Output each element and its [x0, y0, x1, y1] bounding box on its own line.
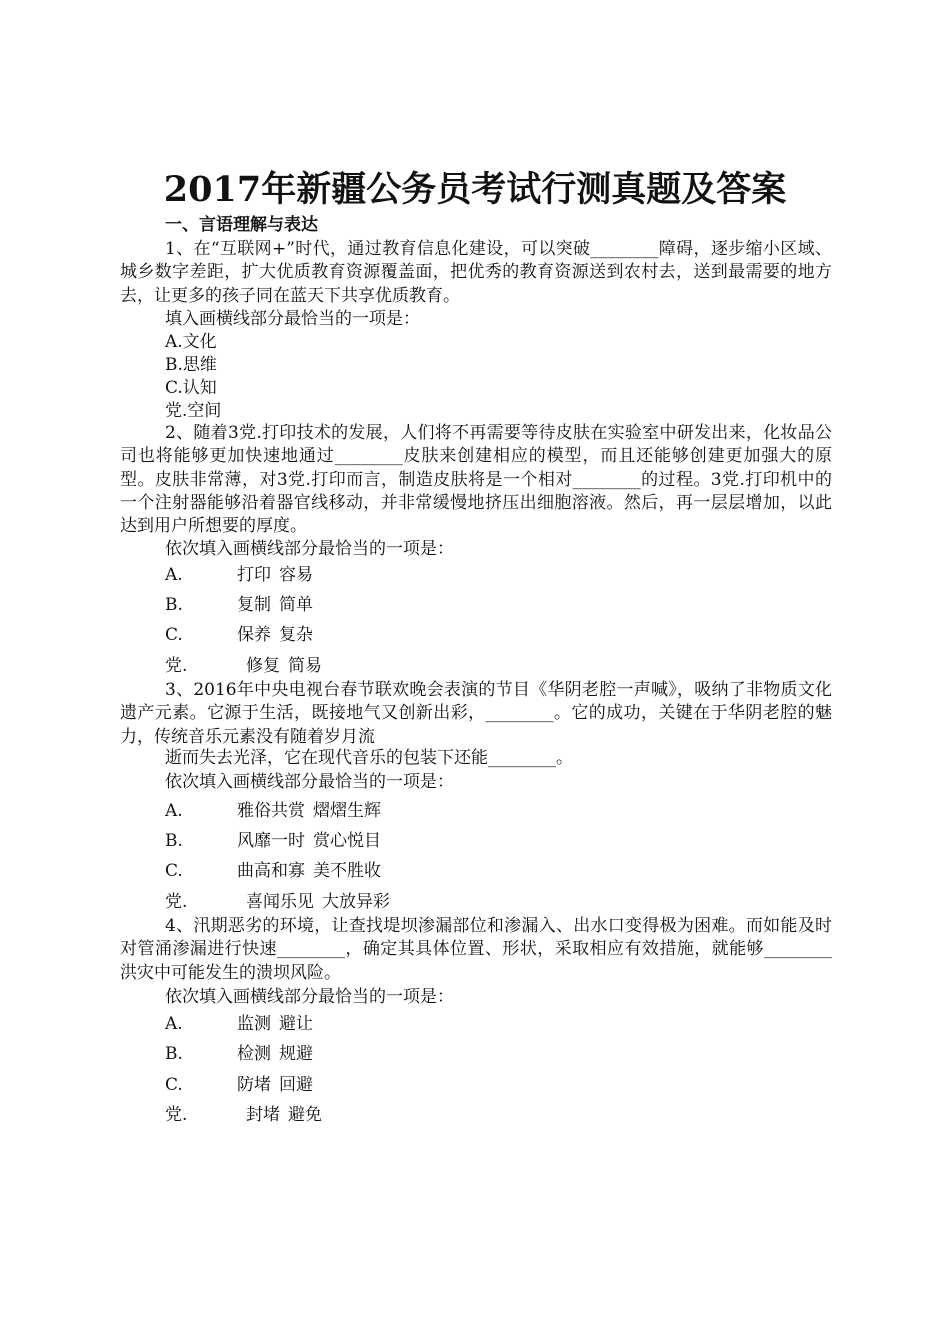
option-word-2: 简单	[279, 595, 313, 615]
question-4-text: 4、汛期恶劣的环境，让查找堤坝渗漏部位和渗漏入、出水口变得极为困难。而如能及时对管涌渗漏进行快速________，确定其具体位置、形状，采取相应有效措施，就能够________洪灾中可能发生的溃坝风险。	[120, 916, 832, 983]
question-3-option-d	[165, 890, 390, 914]
option-key: C.	[165, 625, 183, 645]
question-4-option-d	[165, 1103, 322, 1127]
option-key: C.	[165, 1075, 183, 1095]
option-word-1: 监测	[237, 1014, 271, 1034]
question-1-text: 1、在“互联网+”时代，通过教育信息化建设，可以突破________障碍，逐步缩小区域、城乡数字差距，扩大优质教育资源覆盖面，把优秀的教育资源送到农村去，送到最需要的地方去，让更多的孩子同在蓝天下共享优质教育。	[120, 239, 832, 306]
option-word-1: 防堵	[237, 1075, 271, 1095]
question-1-option-b: B.思维	[165, 355, 217, 375]
question-1-option-c: C.认知	[165, 378, 217, 398]
option-word-1: 检测	[237, 1044, 271, 1064]
question-3-option-a	[165, 799, 381, 823]
question-2-option-b	[165, 593, 313, 617]
option-word-1: 封堵	[246, 1105, 280, 1125]
question-3-text: 3、2016年中央电视台春节联欢晚会表演的节目《华阴老腔一声喊》，吸纳了非物质文化遗产元素。它源于生活，既接地气又创新出彩，________。它的成功，关键在于华阴老腔的魅力，传统音乐元素没有随着岁月流	[120, 680, 832, 747]
question-3-text-continued: 逝而失去光泽，它在现代音乐的包装下还能________。	[165, 748, 573, 768]
option-word-2: 复杂	[279, 625, 313, 645]
option-word-2: 大放异彩	[322, 892, 390, 912]
question-4-option-b	[165, 1042, 313, 1066]
option-word-1: 喜闻乐见	[246, 892, 314, 912]
option-word-1: 复制	[237, 595, 271, 615]
option-word-2: 熠熠生辉	[313, 801, 381, 821]
option-key: A.	[165, 565, 183, 585]
question-4-prompt: 依次填入画横线部分最恰当的一项是：	[165, 987, 454, 1007]
option-word-1: 曲高和寡	[237, 861, 305, 881]
option-word-2: 赏心悦目	[313, 831, 381, 851]
option-word-2: 避免	[288, 1105, 322, 1125]
option-word-2: 避让	[279, 1014, 313, 1034]
option-word-2: 容易	[279, 565, 313, 585]
question-4-option-a	[165, 1012, 313, 1036]
question-1-option-a: A.文化	[165, 332, 217, 352]
question-3-option-c	[165, 859, 381, 883]
option-key: C.	[165, 861, 183, 881]
document-title: 2017年新疆公务员考试行测真题及答案	[163, 169, 787, 210]
option-word-1: 雅俗共赏	[237, 801, 305, 821]
option-key: A.	[165, 801, 183, 821]
option-word-2: 美不胜收	[313, 861, 381, 881]
option-key: B.	[165, 595, 183, 615]
question-2-option-c	[165, 623, 313, 647]
option-key: A.	[165, 1014, 183, 1034]
option-key: B.	[165, 1044, 183, 1064]
question-2-option-d	[165, 654, 322, 678]
option-word-1: 打印	[237, 565, 271, 585]
option-word-2: 规避	[279, 1044, 313, 1064]
option-key: 党.	[165, 892, 188, 912]
question-4-option-c	[165, 1073, 313, 1097]
option-word-1: 保养	[237, 625, 271, 645]
question-1-prompt: 填入画横线部分最恰当的一项是：	[165, 309, 420, 329]
option-key: 党.	[165, 1105, 188, 1125]
question-1-option-d: 党.空间	[165, 401, 222, 421]
option-word-1: 风靡一时	[237, 831, 305, 851]
question-2-text: 2、随着3党.打印技术的发展，人们将不再需要等待皮肤在实验室中研发出来，化妆品公司也将能够更加快速地通过________皮肤来创建相应的模型，而且还能够创建更加强大的原型。皮肤非常薄，对3党.打印而言，制造皮肤将是一个相对________的过程。3党.打印机中的一个注射器能够沿着器官线移动，并非常缓慢地挤压出细胞溶液。然后，再一层层增加，以此达到用户所想要的厚度。	[120, 423, 832, 537]
question-2-prompt: 依次填入画横线部分最恰当的一项是：	[165, 539, 454, 559]
question-3-prompt: 依次填入画横线部分最恰当的一项是：	[165, 772, 454, 792]
option-key: B.	[165, 831, 183, 851]
question-3-option-b	[165, 829, 381, 853]
option-key: 党.	[165, 656, 188, 676]
option-word-1: 修复	[246, 656, 280, 676]
section-heading: 一、言语理解与表达	[165, 215, 318, 235]
option-word-2: 简易	[288, 656, 322, 676]
question-2-option-a	[165, 563, 313, 587]
option-word-2: 回避	[279, 1075, 313, 1095]
